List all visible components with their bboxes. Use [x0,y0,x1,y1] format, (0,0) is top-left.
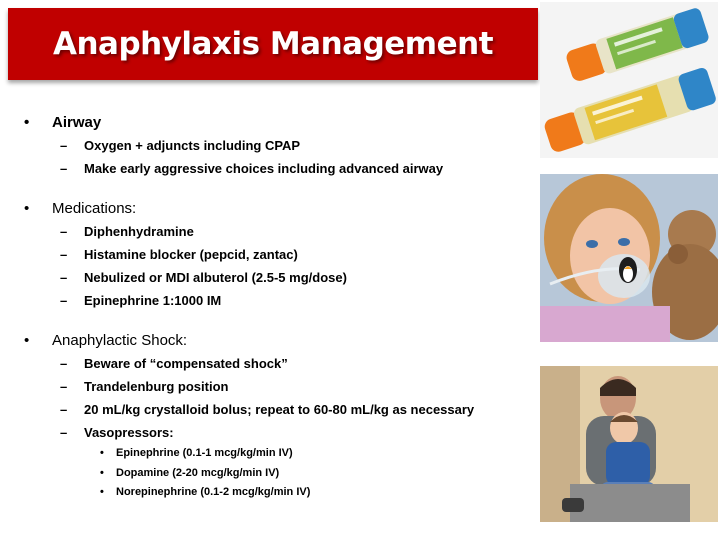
sub-bullet: – Oxygen + adjuncts including CPAP [24,134,534,157]
sub-sub-bullet: • Norepinephrine (0.1-2 mcg/kg/min IV) [24,483,534,503]
slide-content [24,112,534,503]
sub-bullet: – Beware of “compensated shock” [24,352,534,375]
sub-bullet: – Diphenhydramine [24,220,534,243]
bullet-medications: • Medications: [24,198,534,220]
title-bar [8,8,538,80]
slide-title: Anaphylaxis Management [52,26,494,62]
sub-bullet: – Epinephrine 1:1000 IM [24,289,534,312]
bullet-airway: • Airway [24,112,534,134]
sub-bullet: – Histamine blocker (pepcid, zantac) [24,243,534,266]
sub-sub-bullet: • Dopamine (2-20 mcg/kg/min IV) [24,464,534,484]
sub-bullet: – 20 mL/kg crystalloid bolus; repeat to 60-80 mL/kg as necessary [24,398,534,421]
sub-bullet: – Make early aggressive choices including advanced airway [24,157,534,180]
child-nebulizer-mask-photo [540,174,718,342]
bullet-anaphylactic-shock: • Anaphylactic Shock: [24,330,534,352]
adult-holding-child-photo [540,366,718,522]
sub-bullet: – Vasopressors: [24,421,534,444]
sub-sub-bullet: • Epinephrine (0.1-1 mcg/kg/min IV) [24,444,534,464]
epinephrine-auto-injectors-photo [540,2,718,158]
sub-bullet: – Nebulized or MDI albuterol (2.5-5 mg/dose) [24,266,534,289]
sub-bullet: – Trandelenburg position [24,375,534,398]
